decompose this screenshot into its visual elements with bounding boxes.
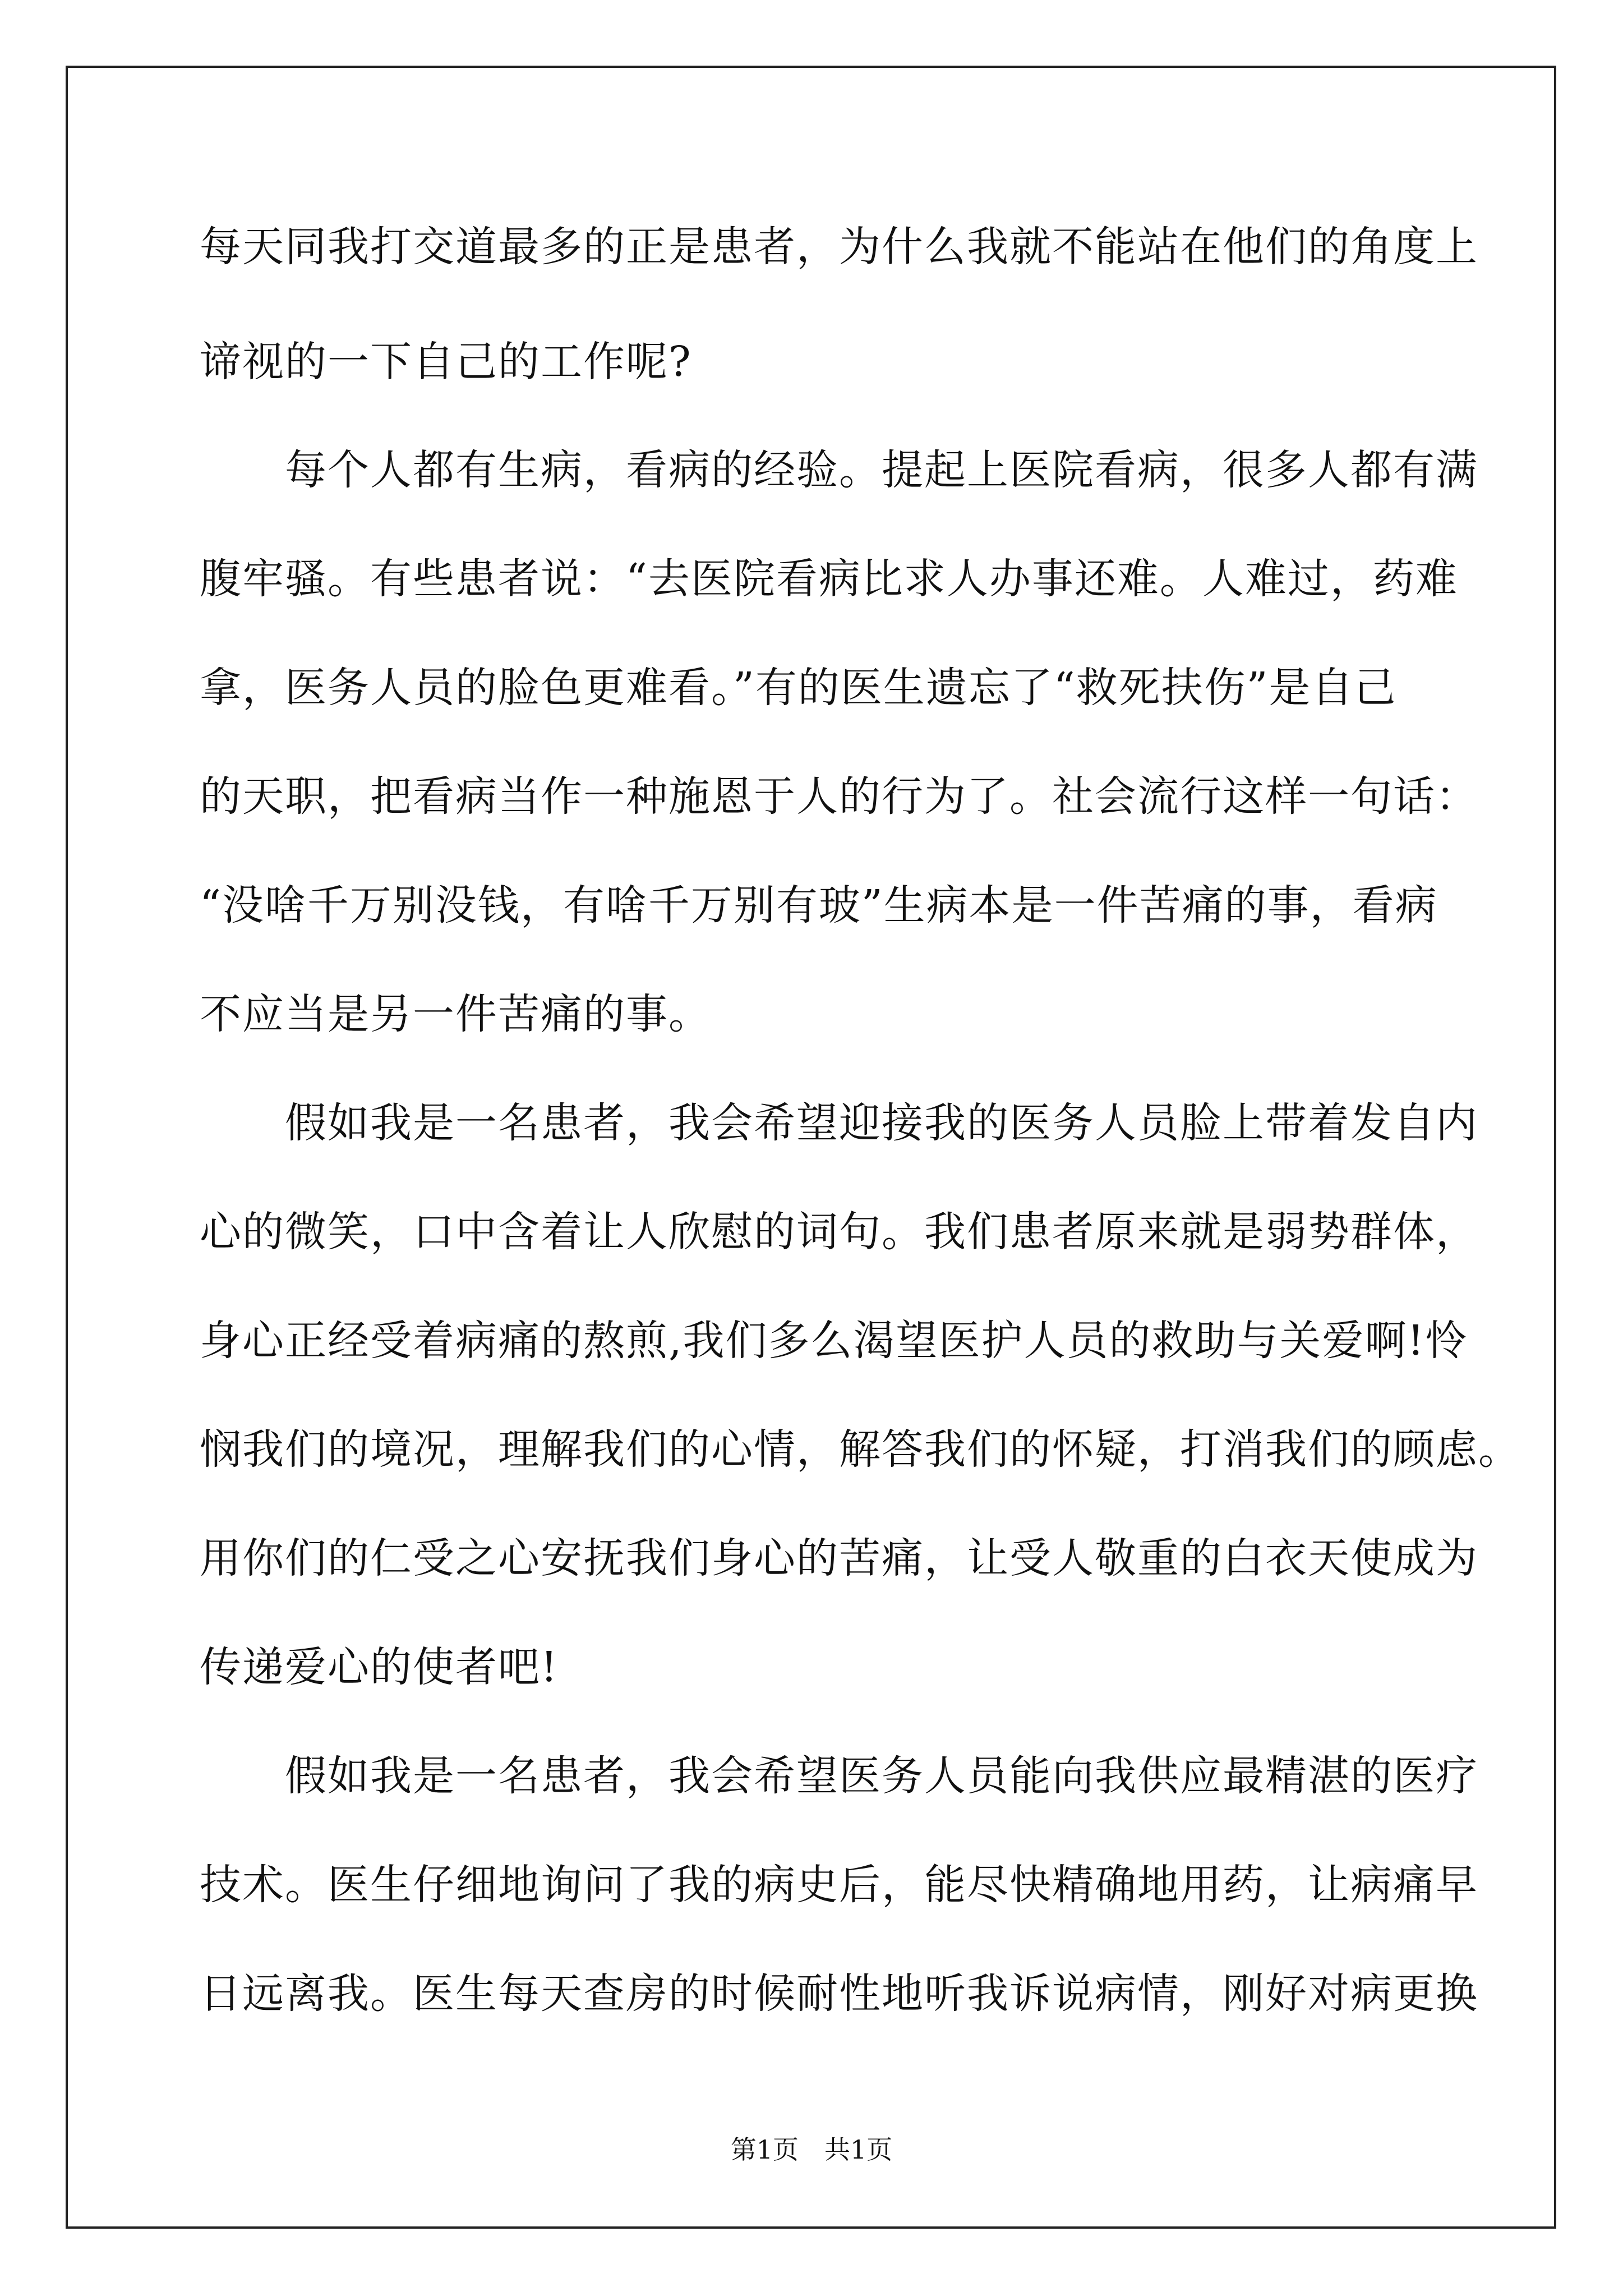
text-line: 用你们的仁受之心安抚我们身心的苦痛，让受人敬重的白衣天使成为 <box>200 1534 1478 1582</box>
text-line: 拿，医务人员的脸色更难看。”有的医生遗忘了“救死扶伤”是自己 <box>200 664 1397 712</box>
text-line: 每天同我打交道最多的正是患者，为什么我就不能站在他们的角度上 <box>200 223 1478 271</box>
text-line: 悯我们的境况，理解我们的心情，解答我们的怀疑，打消我们的顾虑。 <box>200 1425 1521 1474</box>
text-line: 身心正经受着病痛的熬煎,我们多么渴望医护人员的救助与关爱啊!怜 <box>200 1317 1468 1365</box>
text-line: 不应当是另一件苦痛的事。 <box>200 990 711 1038</box>
text-line: 每个人都有生病，看病的经验。提起上医院看病，很多人都有满 <box>200 446 1478 494</box>
text-line: 日远离我。医生每天查房的时候耐性地听我诉说病情，刚好对病更换 <box>200 1970 1478 2018</box>
text-line: 腹牢骚。有些患者说：“去医院看病比求人办事还难。人难过，药难 <box>200 555 1458 603</box>
text-line: 假如我是一名患者，我会希望医务人员能向我供应最精湛的医疗 <box>200 1752 1478 1800</box>
page-number: 第1页 共1页 <box>730 2134 893 2165</box>
text-line: 的天职，把看病当作一种施恩于人的行为了。社会流行这样一句话： <box>200 772 1478 821</box>
text-line: 传递爱心的使者吧! <box>200 1643 559 1691</box>
text-line: 假如我是一名患者，我会希望迎接我的医务人员脸上带着发自内 <box>200 1099 1478 1147</box>
text-line: 技术。医生仔细地询问了我的病史后，能尽快精确地用药，让病痛早 <box>200 1861 1478 1909</box>
text-line: 心的微笑，口中含着让人欣慰的词句。我们患者原来就是弱势群体， <box>200 1208 1478 1256</box>
text-line: 谛视的一下自己的工作呢? <box>200 338 692 386</box>
text-line: “没啥千万别没钱，有啥千万别有玻”生病本是一件苦痛的事，看病 <box>200 881 1438 930</box>
